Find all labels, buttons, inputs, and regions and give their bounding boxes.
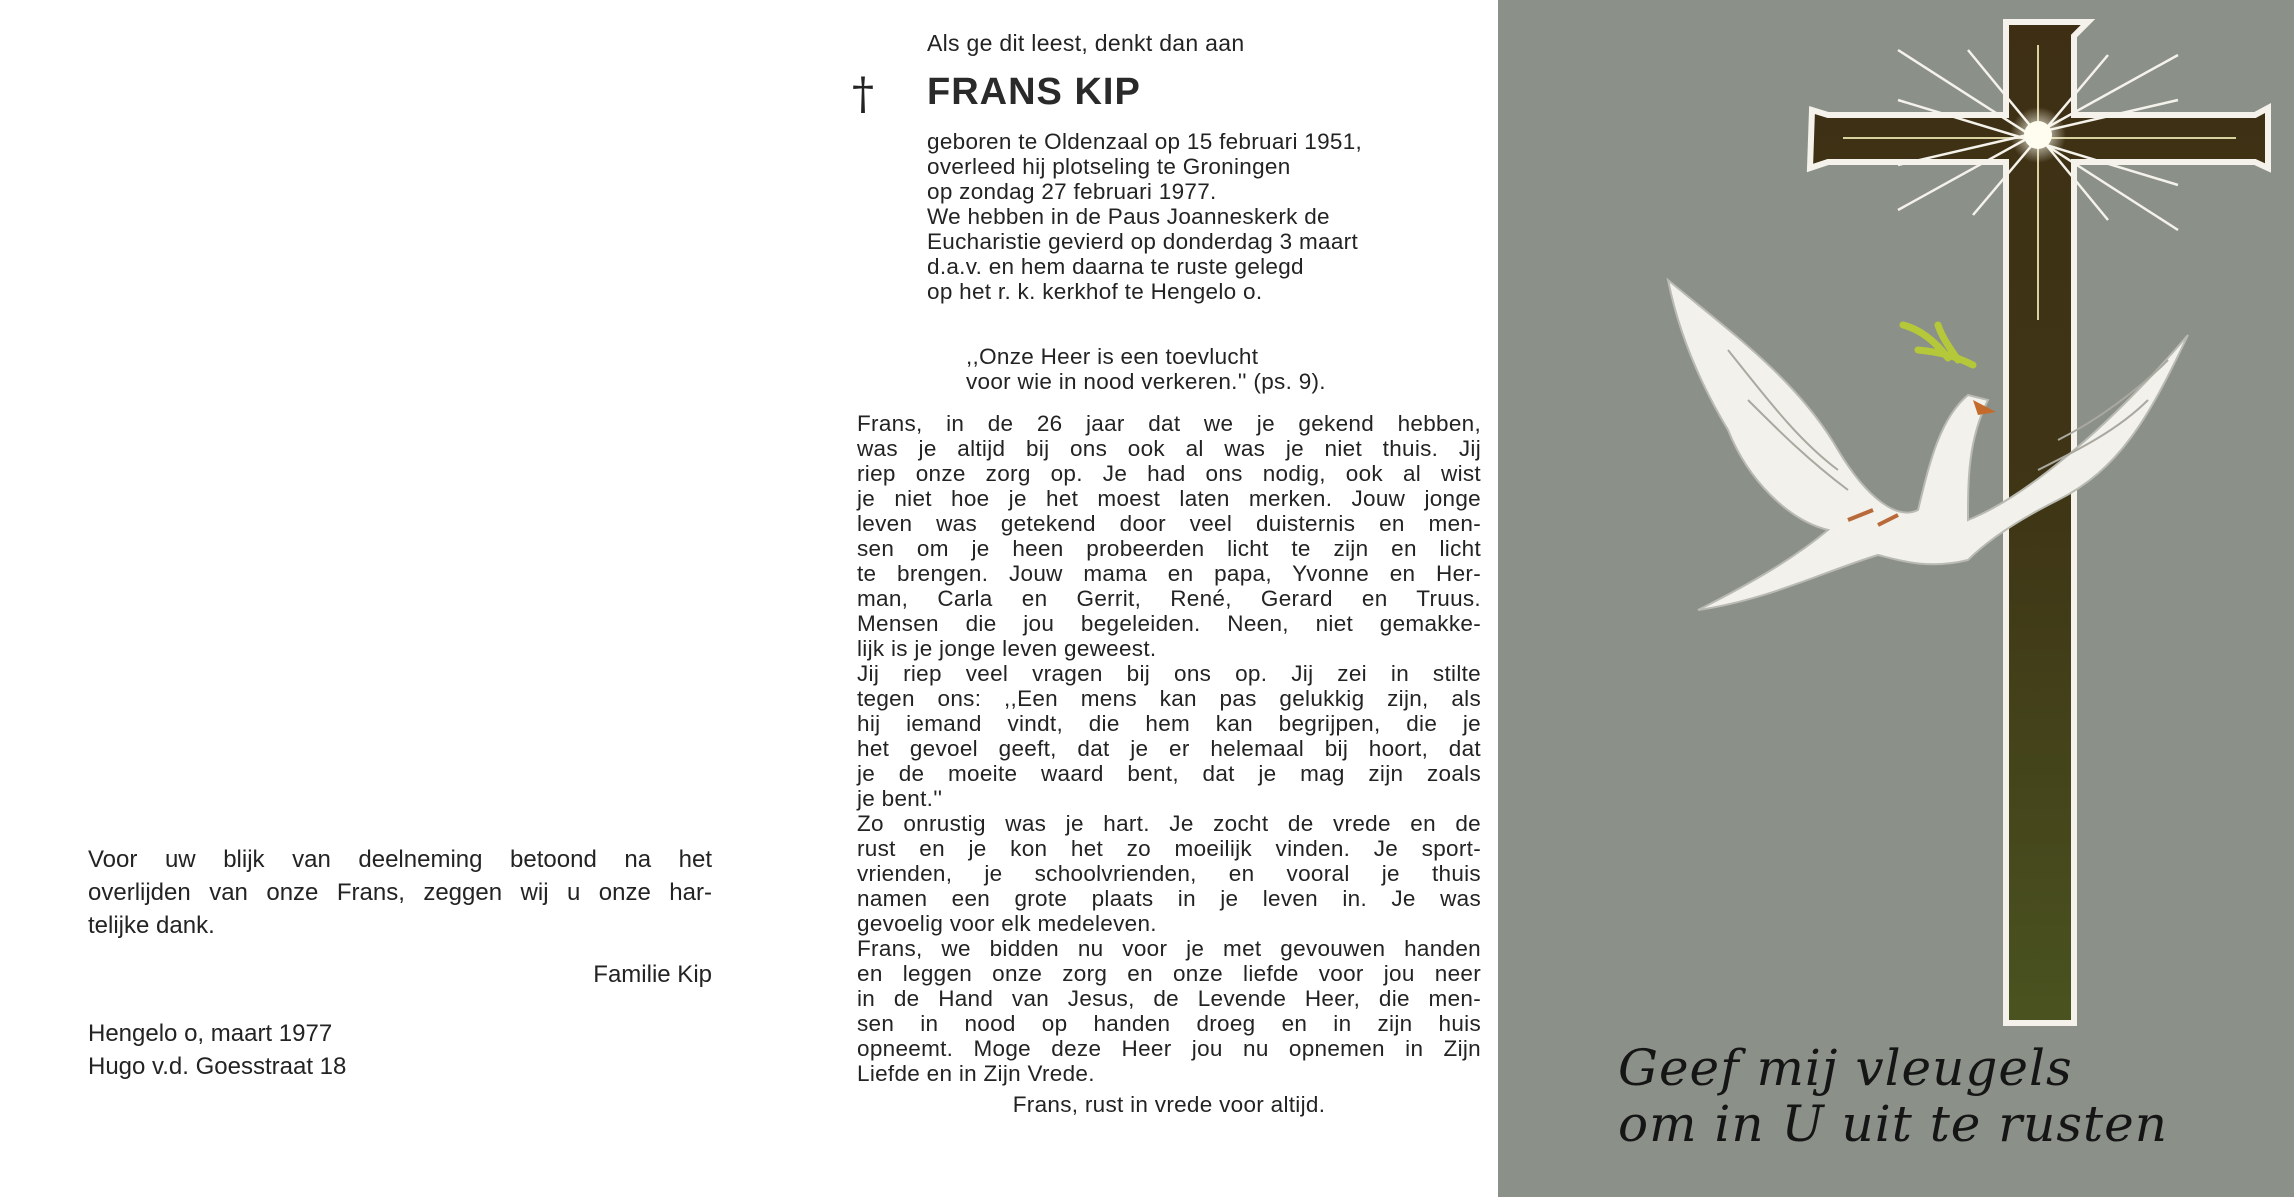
address: Hugo v.d. Goesstraat 18 (88, 1053, 347, 1080)
thanks-line: telijke dank. (88, 912, 215, 939)
closing-line: Frans, rust in vrede voor altijd. (1012, 1092, 1326, 1117)
tribute-text (857, 411, 1481, 1086)
tribute-line: in de Hand van Jesus, de Levende Heer, die men- (857, 986, 1481, 1011)
tribute-line: en leggen onze zorg en onze liefde voor jou neer (857, 961, 1481, 986)
psalm-quote (966, 344, 1326, 394)
quote-line: ,,Onze Heer is een toevlucht (966, 344, 1259, 369)
info-line: d.a.v. en hem daarna te ruste gelegd (927, 254, 1304, 279)
tribute-line: leven was getekend door veel duisternis en men- (857, 511, 1481, 536)
dove-icon (1668, 280, 2188, 610)
tribute-line: Frans, in de 26 jaar dat we je gekend hebben, (857, 411, 1481, 436)
info-line: overleed hij plotseling te Groningen (927, 154, 1291, 179)
tribute-line: je niet hoe je het moest laten merken. Jouw jonge (857, 486, 1481, 511)
tribute-line: tegen ons: ,,Een mens kan pas gelukkig zijn, als (857, 686, 1481, 711)
tribute-line: opneemt. Moge deze Heer jou nu opnemen in Zijn (857, 1036, 1481, 1061)
tribute-line: te brengen. Jouw mama en papa, Yvonne en Her- (857, 561, 1481, 586)
info-line: Eucharistie gevierd op donderdag 3 maart (927, 229, 1359, 254)
tribute-line: rust en je kon het zo moeilijk vinden. Je sport- (857, 836, 1481, 861)
tribute-line: sen in nood op handen droeg en in zijn huis (857, 1011, 1481, 1036)
motto-line: om in U uit te rusten (1618, 1095, 2168, 1153)
tribute-line: sen om je heen probeerden licht te zijn en licht (857, 536, 1481, 561)
tribute-line: man, Carla en Gerrit, René, Gerard en Truus. (857, 586, 1481, 611)
tribute-line: het gevoel geeft, dat je er helemaal bij hoort, dat (857, 736, 1481, 761)
tribute-line: je bent.'' (857, 786, 943, 811)
thanks-line: Voor uw blijk van deelneming betoond na het (88, 846, 712, 873)
tribute-line: lijk is je jonge leven geweest. (857, 636, 1157, 661)
thanks-line: overlijden van onze Frans, zeggen wij u onze har- (88, 879, 712, 906)
motto-text (1618, 1040, 2168, 1152)
info-line: We hebben in de Paus Joanneskerk de (927, 204, 1330, 229)
tribute-line: namen een grote plaats in je leven in. Je was (857, 886, 1481, 911)
quote-line: voor wie in nood verkeren.'' (ps. 9). (966, 369, 1326, 394)
tribute-line: Frans, we bidden nu voor je met gevouwen handen (857, 936, 1481, 961)
cross-icon: † (852, 69, 875, 120)
tribute-line: Jij riep veel vragen bij ons op. Jij zei in stilte (857, 661, 1481, 686)
illustration-panel (1498, 0, 2294, 1197)
deceased-name: FRANS KIP (927, 71, 1141, 113)
cross-dove-illustration (1498, 0, 2294, 1197)
motto-line: Geef mij vleugels (1618, 1039, 2073, 1097)
info-line: op zondag 27 februari 1977. (927, 179, 1217, 204)
tribute-line: was je altijd bij ons ook al was je niet thuis. Jij (857, 436, 1481, 461)
thanks-text (88, 843, 712, 942)
tribute-line: vrienden, je schoolvrienden, en vooral je thuis (857, 861, 1481, 886)
family-signature: Familie Kip (593, 961, 712, 988)
info-line: geboren te Oldenzaal op 15 februari 1951, (927, 129, 1363, 154)
tribute-line: Mensen die jou begeleiden. Neen, niet gemakke- (857, 611, 1481, 636)
tribute-line: riep onze zorg op. Je had ons nodig, ook al wist (857, 461, 1481, 486)
intro-text: Als ge dit leest, denkt dan aan (927, 30, 1245, 56)
place-date: Hengelo o, maart 1977 (88, 1020, 333, 1047)
info-text (927, 129, 1362, 304)
tribute-line: gevoelig voor elk medeleven. (857, 911, 1157, 936)
tribute-line: hij iemand vindt, die hem kan begrijpen, die je (857, 711, 1481, 736)
tribute-line: Liefde en in Zijn Vrede. (857, 1061, 1095, 1086)
tribute-line: je de moeite waard bent, dat je mag zijn zoals (857, 761, 1481, 786)
tribute-line: Zo onrustig was je hart. Je zocht de vrede en de (857, 811, 1481, 836)
info-line: op het r. k. kerkhof te Hengelo o. (927, 279, 1263, 304)
